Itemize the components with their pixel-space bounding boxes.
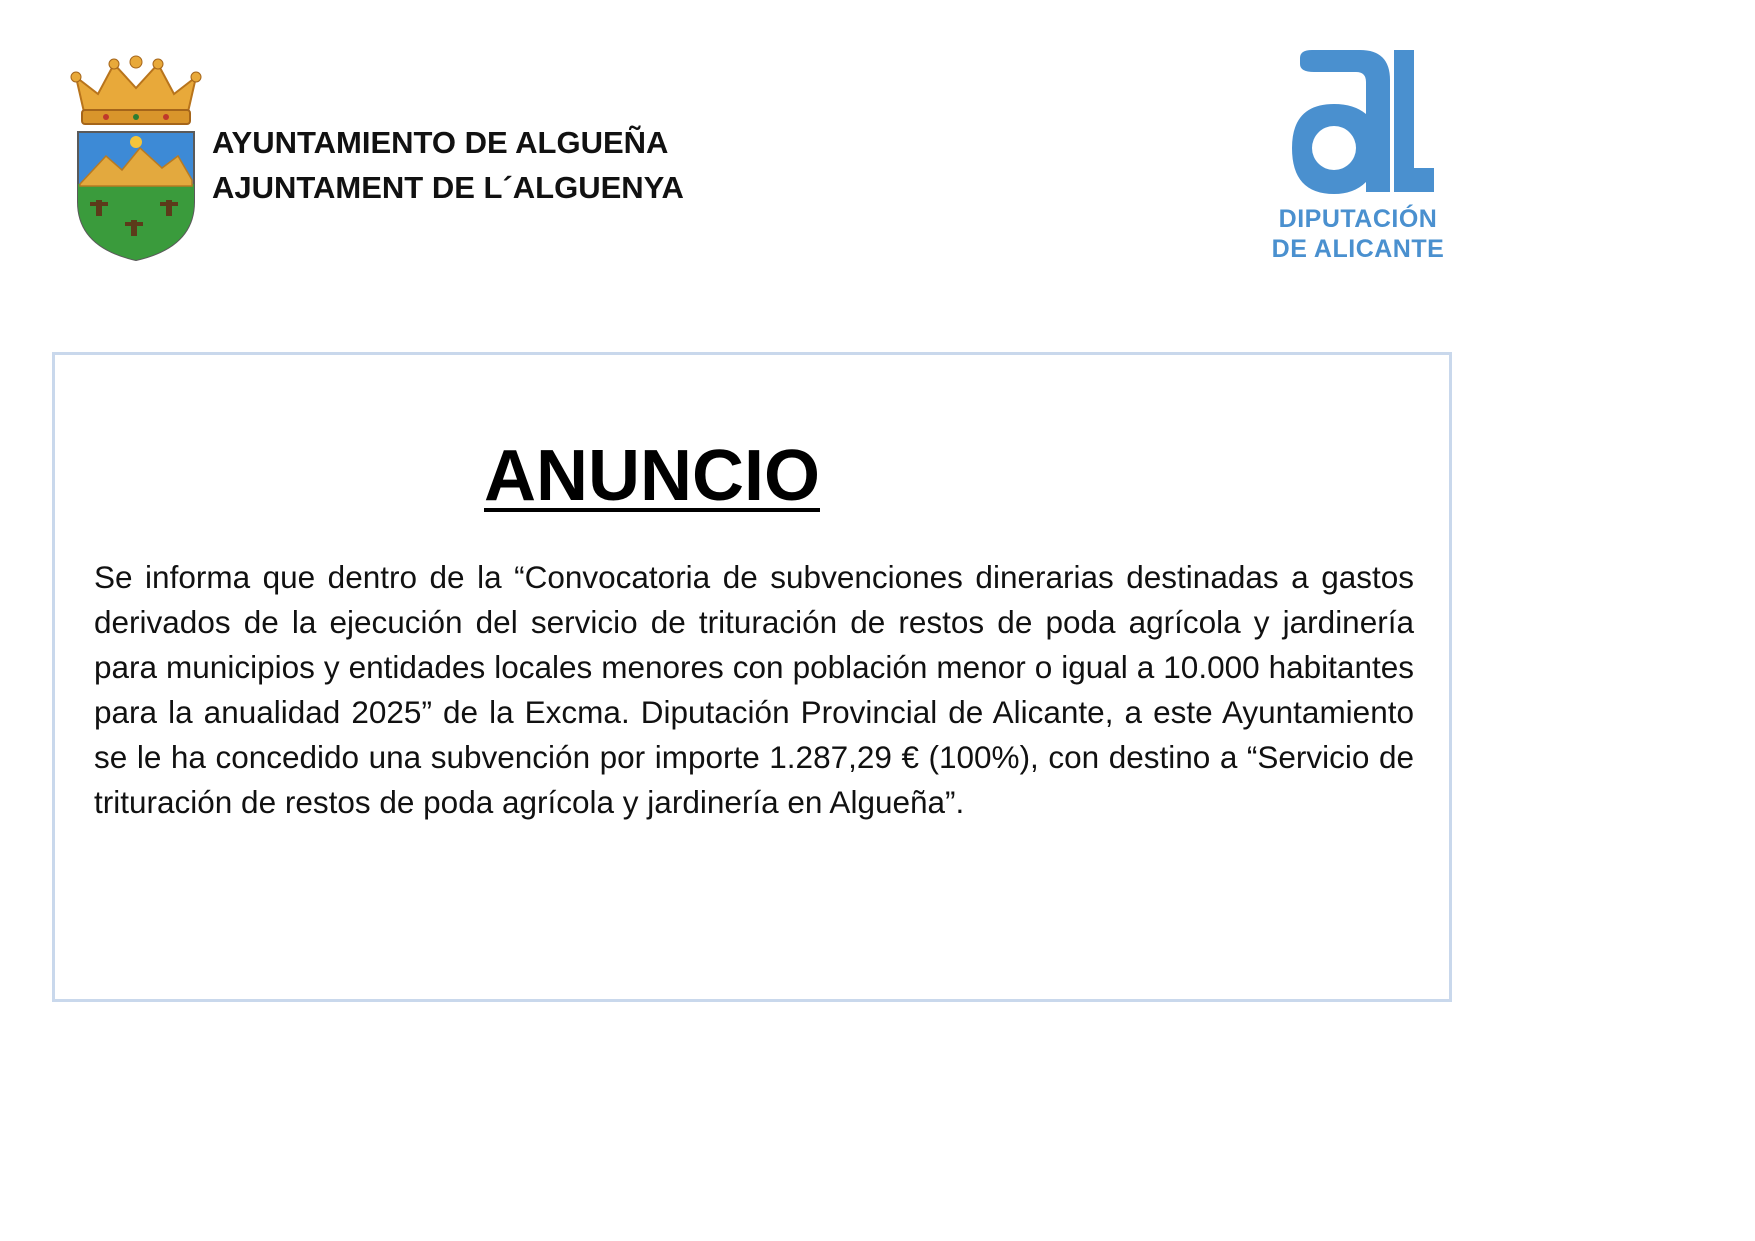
- org-name-spanish: AYUNTAMIENTO DE ALGUEÑA: [212, 125, 669, 160]
- diputacion-logo-line1: DIPUTACIÓN: [1278, 205, 1438, 233]
- notice-body: Se informa que dentro de la “Convocatoria de subvenciones dinerarias destinadas a gastos derivados de la ejecución del servicio de trituración de restos de poda agrícola y jardinería para municipios y entidades locales menores con población menor o igual a 10.000 habitantes para la anualidad 2025” de la Excma. Diputación Provincial de Alicante, a este Ayuntamiento se le ha concedido una subvención por importe 1.287,29 € (100%), con destino a “Servicio de trituración de restos de poda agrícola y jardinería en Algueña”.: [94, 559, 1414, 820]
- crown-icon: [71, 56, 201, 124]
- shield-icon: [78, 132, 194, 260]
- diputacion-alicante-logo: [1268, 44, 1448, 264]
- notice-box: [52, 352, 1452, 1002]
- org-name-valencian: AJUNTAMENT DE L´ALGUENYA: [212, 170, 684, 205]
- coat-of-arms-graphic: [66, 52, 206, 262]
- diputacion-logo-mark-icon: [1278, 44, 1438, 204]
- diputacion-logo-line2: DE ALICANTE: [1271, 235, 1445, 263]
- diputacion-logo-text: [1268, 204, 1448, 264]
- notice-title: ANUNCIO: [484, 436, 820, 516]
- coat-of-arms-icon: [66, 52, 206, 262]
- organization-names: [212, 120, 684, 210]
- notice-title-wrapper: [55, 435, 1449, 517]
